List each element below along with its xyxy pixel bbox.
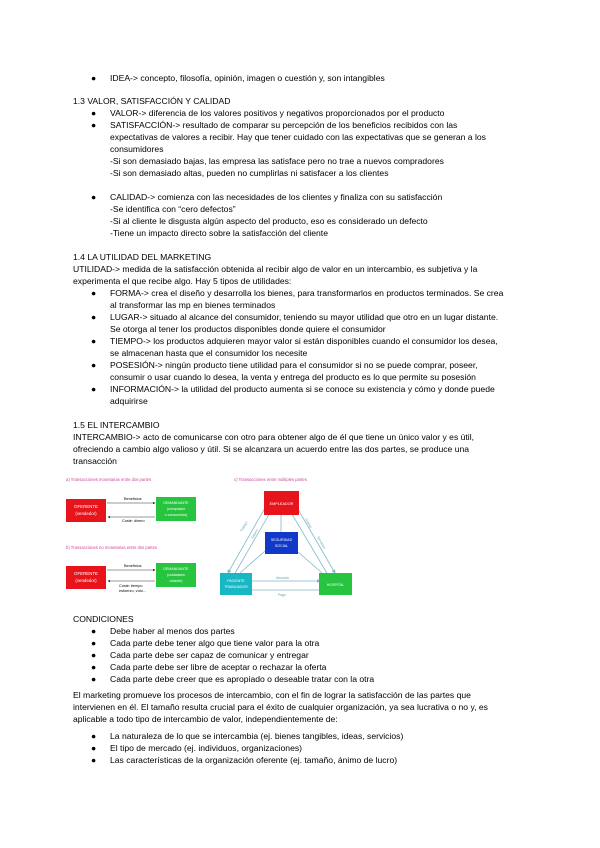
bullet-icon: ●: [91, 120, 97, 130]
list-item-text: Debe haber al menos dos partes: [110, 626, 235, 636]
bullet-icon: ●: [91, 108, 97, 118]
beneficios-label-b: Beneficios: [124, 564, 142, 568]
diagram-title-b: b) Transacciones no monetarias entre dos partes: [66, 545, 158, 550]
coste-tiempo-sub: esfuerzo, voto...: [119, 589, 147, 593]
seguridad-label: SEGURIDAD: [270, 538, 293, 542]
diagram-title-c: c) Transacciones entre múltiples partes: [234, 477, 307, 482]
social-label: SOCIAL: [274, 544, 289, 548]
edge-label-cuotas: Cuotas: [304, 517, 313, 529]
diagram-title-a: a) Transacciones monetarias entre dos partes: [66, 477, 152, 482]
vendedor-label: (vendedor): [75, 511, 97, 516]
coste-tiempo-label: Coste: tiempo: [119, 584, 143, 588]
section-heading: CONDICIONES: [73, 614, 134, 624]
bullet-icon: ●: [91, 662, 97, 672]
edge-label-salario: Salario: [250, 528, 260, 540]
list-item-text: Cada parte debe creer que es apropiado o deseable tratar con la otra: [110, 674, 375, 684]
link-seguridad-paciente: [240, 551, 265, 573]
list-item-text: Cada parte debe tener algo que tiene valor para la otra: [110, 638, 320, 648]
paragraph-line: -Si son demasiado bajas, las empresa las satisface pero no trae a nuevos compradores: [110, 156, 444, 166]
seguridad-social-box: [265, 532, 298, 554]
section-heading: 1.4 LA UTILIDAD DEL MARKETING: [73, 252, 212, 262]
bullet-icon: ●: [91, 650, 97, 660]
list-item-text: La naturaleza de lo que se intercambia (ej. bienes tangibles, ideas, servicios): [110, 731, 404, 741]
demandante-label: DEMANDANTE: [163, 501, 189, 505]
paragraph-line: Se otorga al tener los productos disponibles donde quiere el consumidor: [110, 324, 386, 334]
votante-label: DEMANDANTE: [163, 567, 189, 571]
paragraph-line: transacción: [73, 456, 117, 466]
paragraph-line: adquirirse: [110, 396, 148, 406]
bullet-icon: ●: [91, 743, 97, 753]
paragraph-line: experimenta el que recibe algo. Hay 5 tipos de utilidades:: [73, 276, 292, 286]
edge-label-trabajo: Trabajo: [239, 520, 249, 533]
section-heading: 1.3 VALOR, SATISFACCIÓN Y CALIDAD: [73, 96, 231, 106]
exchange-diagram-svg: [60, 475, 360, 601]
bullet-icon: ●: [91, 312, 97, 322]
beneficios-label: Beneficios: [124, 497, 142, 501]
link-seguridad-hospital: [297, 551, 322, 573]
paragraph-line: al transformar las mp en bienes terminados: [110, 300, 276, 310]
bullet-icon: ●: [91, 638, 97, 648]
paragraph-line: POSESIÓN-> ningún producto tiene utilidad para el consumidor si no se puede comprar, poseer,: [110, 360, 478, 370]
paragraph-line: LUGAR-> situado al alcance del consumidor, teniendo su mayor utilidad que otro en un lugar distante.: [110, 312, 499, 322]
bullet-icon: ●: [91, 731, 97, 741]
edge-label-atencion: Atención: [276, 576, 290, 580]
empleador-label: EMPLEADOR: [269, 502, 294, 506]
paragraph-line: -Si son demasiado altas, pueden no cumplirlas ni satisfacer a los clientes: [110, 168, 389, 178]
paragraph-line: SATISFACCIÓN-> resultado de comparar su percepción de los beneficios recibidos con las: [110, 120, 458, 130]
list-item-text: Cada parte debe ser libre de aceptar o rechazar la oferta: [110, 662, 327, 672]
paragraph-line: INTERCAMBIO-> acto de comunicarse con otro para obtener algo de él que tiene un único valor y es útil,: [73, 432, 475, 442]
paragraph-line: TIEMPO-> los productos adquieren mayor valor si están disponibles cuando el consumidor los desea,: [110, 336, 498, 346]
list-item-text: El tipo de mercado (ej. individuos, organizaciones): [110, 743, 303, 753]
paragraph-line: intervienen en él. El tamaño resulta crucial para el éxito de cualquier organización, ya sea lucrativa o no y, es: [73, 702, 488, 712]
votante-sub1: (ciudadano: [167, 573, 185, 577]
paragraph-line: expectativas de valores a recibir. Hay que tener cuidado con las expectativas que se generan a los: [110, 132, 486, 142]
paragraph-line: consumir o usar cuando lo desea, la venta y entrega del producto es lo que permite su posesión: [110, 372, 476, 382]
bullet-icon: ●: [91, 192, 97, 202]
paragraph-line: FORMA-> crea el diseño y desarrolla los bienes, para transformarlos en productos terminados. Se crea: [110, 288, 504, 298]
coste-dinero-label: Coste: dinero: [122, 519, 145, 523]
bullet-icon: ●: [91, 73, 97, 83]
edge-label-pago: Pago: [278, 593, 286, 597]
bullet-icon: ●: [91, 755, 97, 765]
demandante-sub2: o consumidor): [164, 513, 188, 517]
paragraph-line: INFORMACIÓN-> la utilidad del producto aumenta si se conoce su existencia y cómo y donde puede: [110, 384, 495, 394]
paragraph-line: UTILIDAD-> medida de la satisfacción obtenida al recibir algo de valor en un intercambio, es subjetiva y la: [73, 264, 478, 274]
paragraph-line: se almacenan hasta que el consumidor los necesite: [110, 348, 308, 358]
paragraph-line: aplicable a todo tipo de intercambio de valor, independientemente de:: [73, 714, 338, 724]
bullet-icon: ●: [91, 288, 97, 298]
vendedor-label-b: (vendedor): [75, 578, 97, 583]
hospital-label: HOSPITAL: [326, 583, 345, 587]
bullet-icon: ●: [91, 384, 97, 394]
paciente-box: [220, 573, 252, 595]
oferente-label: OFERENTE: [74, 504, 98, 509]
list-item-text: Las características de la organización oferente (ej. tamaño, ánimo de lucro): [110, 755, 398, 765]
paragraph-line: El marketing promueve los procesos de intercambio, con el fin de lograr la satisfacción de las partes que: [73, 690, 471, 700]
section-heading: 1.5 EL INTERCAMBIO: [73, 420, 160, 430]
bullet-icon: ●: [91, 336, 97, 346]
bullet-icon: ●: [91, 360, 97, 370]
exchange-diagram: [60, 475, 360, 601]
demandante-sub1: (comprador: [166, 507, 186, 511]
document-page: ● IDEA-> concepto, filosofía, opinión, imagen o cuestión y, son intangibles 1.3 VALOR, SATISFACCIÓN Y CALIDAD ● VALOR-> diferencia de los valores positivos y negativos proporcionados por el producto ● SATISFACCIÓN-> resultado de comparar su percepción de los beneficios recibidos con las expectativas de valores a recibir. Hay que tener cuidado con las expectativas que se generan a los consumidores -Si son demasiado bajas, las empresa las satisface pero no trae a nuevos compradores -Si son demasiado altas, pueden no cumplirlas ni satisfacer a los clientes ● CALIDAD-> comienza con las necesidades de los clientes y finaliza con su satisfacción -Se identifica con “cero defectos” -Si al cliente le disgusta algún aspecto del producto, eso es considerado un defecto -Tiene un impacto directo sobre la satisfacción del cliente 1.4 LA UTILIDAD DEL MARKETING UTILIDAD-> medida de la satisfacción obtenida al recibir algo de valor en un intercambio, es subjetiva y la experimenta el que recibe algo. Hay 5 tipos de utilidades: ● FORMA-> crea el diseño y desarrolla los bienes, para transformarlos en productos terminados. Se crea al transformar las mp en bienes terminados ● LUGAR-> situado al alcance del consumidor, teniendo su mayor utilidad que otro en un lugar distante. Se otorga al tener los productos disponibles donde quiere el consumidor ● TIEMPO-> los productos adquieren mayor valor si están disponibles cuando el consumidor los desea, se almacenan hasta que el consumidor los necesite ● POSESIÓN-> ningún producto tiene utilidad para el consumidor si no se puede comprar, poseer, consumir o usar cuando lo desea, la venta y entrega del producto es lo que permite su posesión ● INFORMACIÓN-> la utilidad del producto aumenta si se conoce su existencia y cómo y donde puede adquirirse 1.5 EL INTERCAMBIO INTERCAMBIO-> acto de comunicarse con otro para obtener algo de él que tiene un único valor y es útil, ofreciendo a cambio algo valioso y útil. Si se alcanzara un acuerdo entre las dos partes, se produce una transacción a) Transacciones monetarias entre dos partes b) Transacciones no monetarias entre dos partes c) Transacciones entre múltiples partes OFERENTE (vendedor) Beneficios Coste: dinero DEMANDANTE (comprador o consumidor) OFERENTE (vendedor) Beneficios Coste: tiempo esfuerzo, voto... DEMANDANTE (ciudadano votante) Trabajo Salario Cuotas Servicios Atención Pago EMPLEADOR SEGURIDAD SOCIAL PACIENTE TRABAJADOR HOSPITAL CONDICIONES ● Debe haber al menos dos partes ● Cada parte debe tener algo que tiene valor para la otra ● Cada parte debe ser capaz de comunicar y entregar ● Cada parte debe ser libre de aceptar o rechazar la oferta ● Cada parte debe creer que es apropiado o deseable tratar con la otra El marketing promueve los procesos de intercambio, con el fin de lograr la satisfacción de las partes que intervienen en él. El tamaño resulta crucial para el éxito de cualquier organización, ya sea lucrativa o no y, es aplicable a todo tipo de intercambio de valor, independientemente de: ● La naturaleza de lo que se intercambia (ej. bienes tangibles, ideas, servicios) ● El tipo de mercado (ej. individuos, organizaciones) ● Las características de la organización oferente (ej. tamaño, ánimo de lucro): [0, 0, 600, 848]
paragraph-line: consumidores: [110, 144, 164, 154]
paragraph-line: -Si al cliente le disgusta algún aspecto del producto, eso es considerado un defecto: [110, 216, 428, 226]
paragraph-line: -Se identifica con “cero defectos”: [110, 204, 236, 214]
oferente-label-b: OFERENTE: [74, 571, 98, 576]
list-item-text: Cada parte debe ser capaz de comunicar y entregar: [110, 650, 309, 660]
paragraph-line: ofreciendo a cambio algo valioso y útil. Si se alcanzara un acuerdo entre las dos partes, se produce una: [73, 444, 470, 454]
bullet-icon: ●: [91, 674, 97, 684]
trabajador-label: TRABAJADOR: [224, 585, 248, 589]
link-empleador-paciente: [228, 499, 270, 573]
edge-label-servicios: Servicios: [316, 535, 327, 550]
votante-sub2: votante): [169, 579, 183, 583]
paragraph-line: -Tiene un impacto directo sobre la satisfacción del cliente: [110, 228, 328, 238]
bullet-icon: ●: [91, 626, 97, 636]
paciente-label: PACIENTE: [227, 579, 245, 583]
